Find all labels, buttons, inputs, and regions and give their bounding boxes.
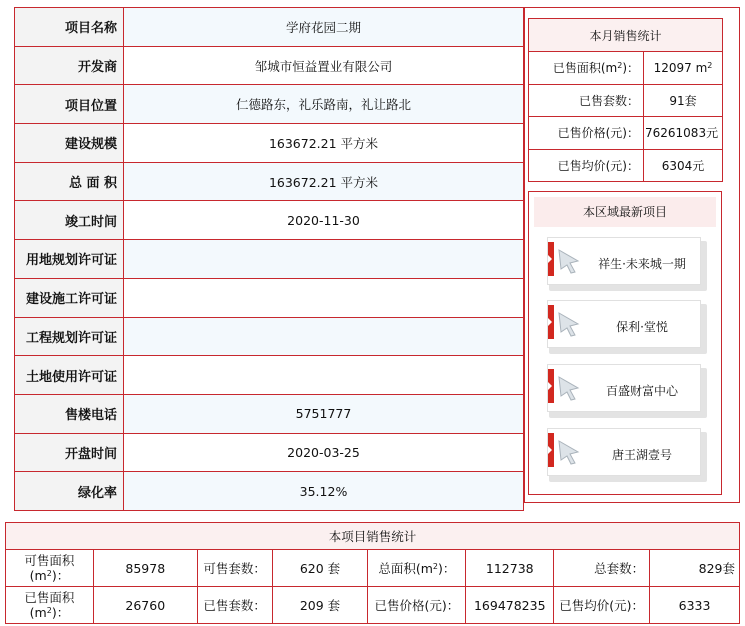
available-area-label: 可售面积 $(m^2)$： [6,550,94,587]
info-row-name [15,8,524,47]
info-row-engineering-permit [15,317,524,356]
info-row-greening [15,472,524,511]
info-value: 5751777 [124,394,524,433]
info-value: 2020-11-30 [124,201,524,240]
sold-units-label: 已售套数： [197,587,272,624]
project-sales-title: 本项目销售统计 [6,523,740,550]
monthly-label: 已售价格(元)： [529,117,644,150]
info-row-opening [15,433,524,472]
recent-projects-panel [528,191,722,495]
sold-area-value: 26760 [93,587,197,624]
info-value [124,278,524,317]
recent-project-name: 百盛财富中心 [605,384,678,398]
project-info-table [14,7,524,511]
cursor-arrow-icon [556,248,582,274]
monthly-row-price [529,117,723,150]
total-area-label: 总面积$(m^2)$： [368,550,466,587]
monthly-sales-table [528,18,723,182]
monthly-label: 已售面积$(m^2)$： [529,52,644,85]
info-value [124,240,524,279]
available-units-value: 620 套 [272,550,368,587]
info-value [124,356,524,395]
project-sales-row-available [6,550,740,587]
sold-area-label: 已售面积 $(m^2)$： [6,587,94,624]
info-row-location [15,85,524,124]
project-sales-table [5,522,740,624]
info-label: 开发商 [15,46,124,85]
info-value: 邹城市恒益置业有限公司 [124,46,524,85]
sold-price-label: 已售价格(元)： [368,587,466,624]
info-label: 建设规模 [15,124,124,163]
recent-project-item[interactable] [547,300,707,354]
info-label: 绿化率 [15,472,124,511]
info-value: 仁德路东，礼乐路南，礼让路北 [124,85,524,124]
recent-project-name: 祥生·未来城一期 [598,257,686,271]
info-value: 35.12% [124,472,524,511]
monthly-value: 6304元 [644,149,723,182]
info-label: 项目位置 [15,85,124,124]
info-label: 建设施工许可证 [15,278,124,317]
monthly-label: 已售套数： [529,84,644,117]
info-label: 竣工时间 [15,201,124,240]
sold-price-value: 169478235 [466,587,554,624]
info-label: 售楼电话 [15,394,124,433]
recent-project-item[interactable] [547,237,707,291]
info-row-land-plan-permit [15,240,524,279]
total-units-label: 总套数： [554,550,650,587]
recent-project-item[interactable] [547,364,707,418]
info-label: 土地使用许可证 [15,356,124,395]
monthly-row-units [529,84,723,117]
info-row-completion [15,201,524,240]
info-value [124,317,524,356]
monthly-row-avg-price [529,149,723,182]
info-row-phone [15,394,524,433]
info-label: 用地规划许可证 [15,240,124,279]
info-label: 项目名称 [15,8,124,47]
monthly-value: 12097 $m^2$ [644,52,723,85]
total-area-value: 112738 [466,550,554,587]
info-value: 163672.21 平方米 [124,162,524,201]
info-label: 开盘时间 [15,433,124,472]
cursor-arrow-icon [556,311,582,337]
monthly-row-area [529,52,723,85]
info-row-scale [15,124,524,163]
available-area-value: 85978 [93,550,197,587]
info-row-developer [15,46,524,85]
total-units-value: 829套 [650,550,740,587]
info-row-total-area [15,162,524,201]
recent-projects-title: 本区域最新项目 [534,197,716,227]
info-label: 总 面 积 [15,162,124,201]
info-row-construction-permit [15,278,524,317]
sold-units-value: 209 套 [272,587,368,624]
cursor-arrow-icon [556,439,582,465]
cursor-arrow-icon [556,375,582,401]
recent-project-name: 唐王湖壹号 [611,448,672,462]
recent-project-item[interactable] [547,428,707,482]
recent-project-name: 保利·堂悦 [616,320,668,334]
sold-avg-price-value: 6333 [650,587,740,624]
info-value: 163672.21 平方米 [124,124,524,163]
monthly-sales-title: 本月销售统计 [529,19,723,52]
monthly-value: 91套 [644,84,723,117]
info-row-land-use-permit [15,356,524,395]
monthly-value: 76261083元 [644,117,723,150]
monthly-label: 已售均价(元)： [529,149,644,182]
info-value: 学府花园二期 [124,8,524,47]
info-label: 工程规划许可证 [15,317,124,356]
project-sales-row-sold [6,587,740,624]
available-units-label: 可售套数： [197,550,272,587]
sold-avg-price-label: 已售均价(元)： [554,587,650,624]
info-value: 2020-03-25 [124,433,524,472]
